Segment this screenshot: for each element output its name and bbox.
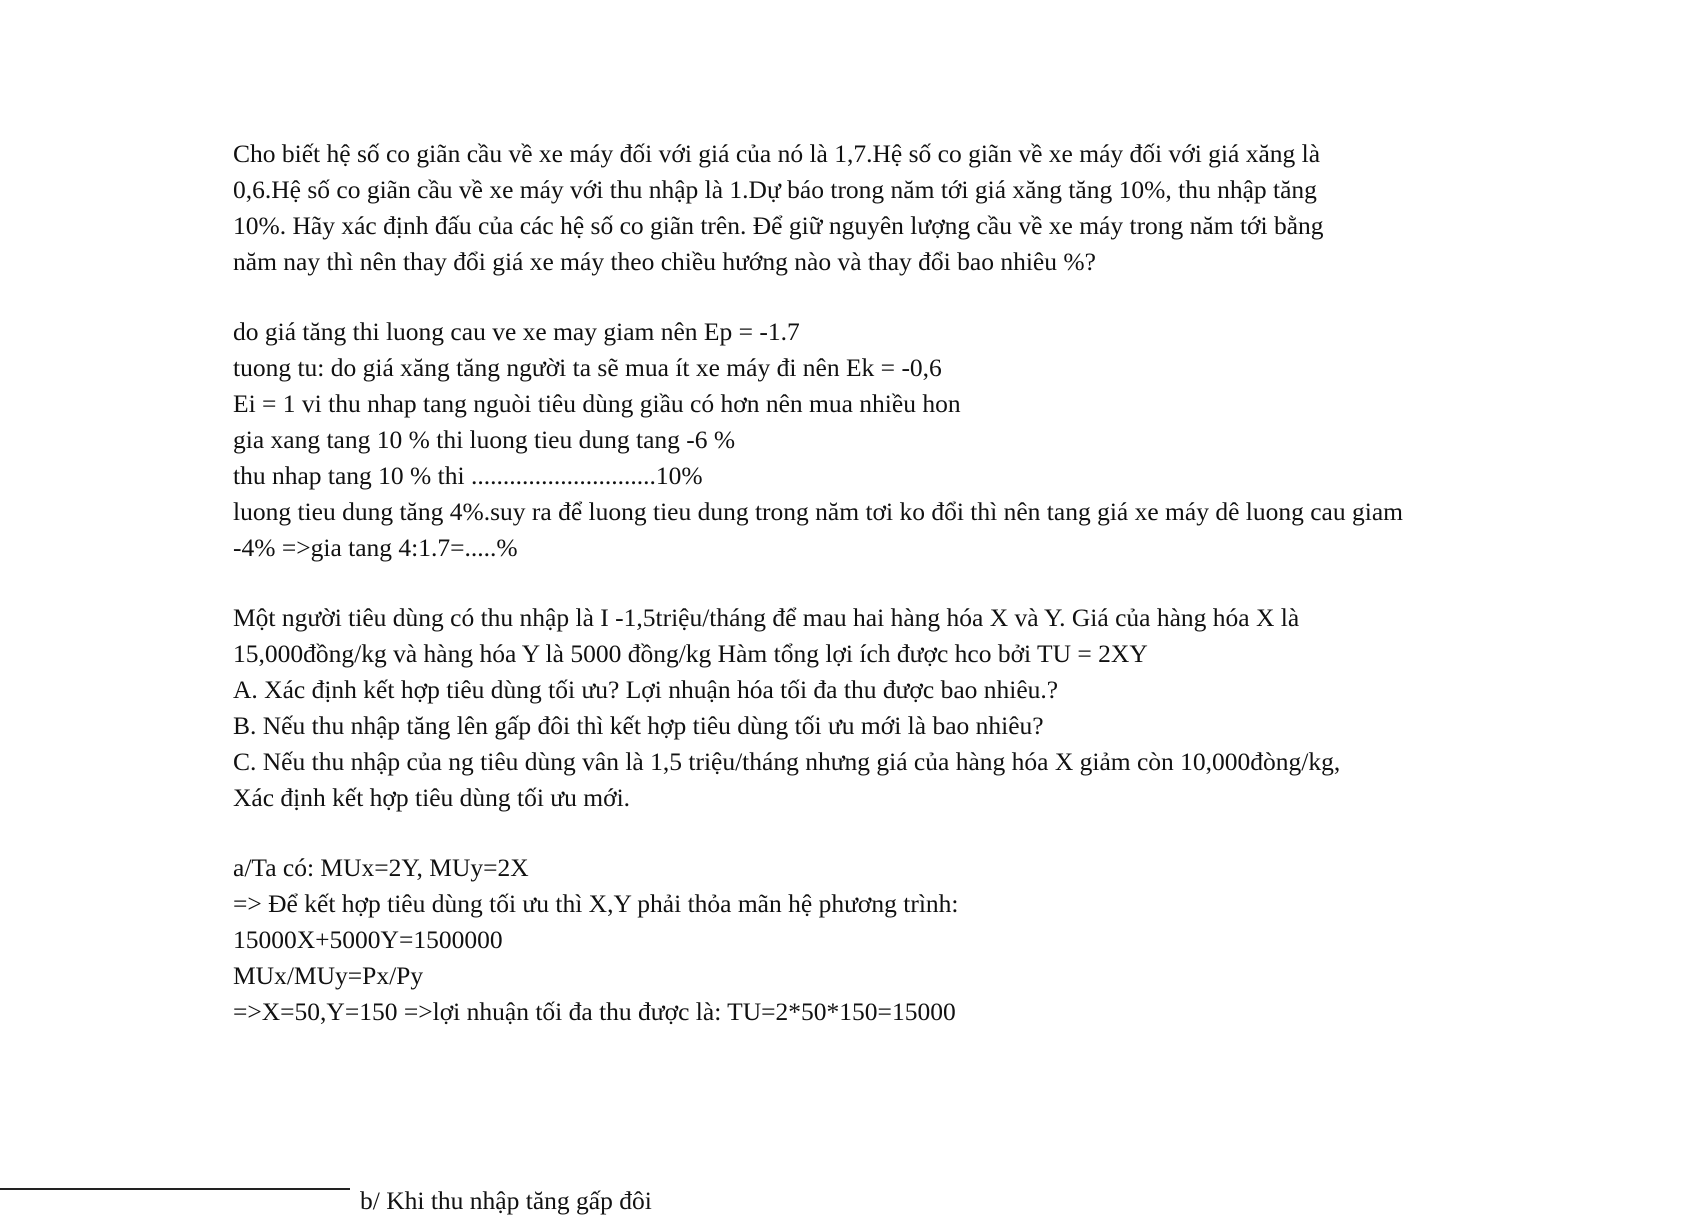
paragraph-answer-1 [233,314,1573,566]
paragraph-gap [233,280,1573,314]
text-line: a/Ta có: MUx=2Y, MUy=2X [233,853,529,882]
text-line: 0,6.Hệ số co giãn cầu về xe máy với thu nhập là 1.Dự báo trong năm tới giá xăng tăng 10%, thu nhập tăng [233,175,1317,204]
text-line: 10%. Hãy xác định đấu của các hệ số co giãn trên. Để giữ nguyên lượng cầu về xe máy trong năm tới bằng [233,211,1324,240]
text-line: tuong tu: do giá xăng tăng người ta sẽ mua ít xe máy đi nên Ek = -0,6 [233,353,942,382]
text-line: MUx/MUy=Px/Py [233,961,424,990]
text-line: luong tieu dung tăng 4%.suy ra để luong tieu dung trong năm tơi ko đổi thì nên tang giá xe máy dê luong cau giam [233,497,1403,526]
text-line: thu nhap tang 10 % thi .............................10% [233,461,703,490]
paragraph-answer-2 [233,850,1573,1030]
paragraph-gap [233,816,1573,850]
text-line: Ei = 1 vi thu nhap tang nguòi tiêu dùng giầu có hơn nên mua nhiều hon [233,389,961,418]
text-line: =>X=50,Y=150 =>lợi nhuận tối đa thu được là: TU=2*50*150=15000 [233,997,956,1026]
text-line: năm nay thì nên thay đổi giá xe máy theo chiều hướng nào và thay đổi bao nhiêu %? [233,247,1096,276]
text-line: 15,000đồng/kg và hàng hóa Y là 5000 đồng/kg Hàm tổng lợi ích được hco bởi TU = 2XY [233,639,1148,668]
text-line: 15000X+5000Y=1500000 [233,925,503,954]
text-line: Cho biết hệ số co giãn cầu về xe máy đối với giá của nó là 1,7.Hệ số co giãn về xe máy đối với giá xăng là [233,139,1321,168]
paragraph-question-1 [233,136,1573,280]
document-body [233,136,1573,1030]
paragraph-gap [233,566,1573,600]
text-line: B. Nếu thu nhập tăng lên gấp đôi thì kết hợp tiêu dùng tối ưu mới là bao nhiêu? [233,711,1044,740]
next-page-text-fragment: b/ Khi thu nhập tăng gấp đôi [360,1186,652,1215]
text-line: C. Nếu thu nhập của ng tiêu dùng vân là 1,5 triệu/tháng nhưng giá của hàng hóa X giảm còn 10,000đòng/kg, [233,747,1341,776]
text-line: => Để kết hợp tiêu dùng tối ưu thì X,Y phải thỏa mãn hệ phương trình: [233,889,959,918]
text-line: gia xang tang 10 % thi luong tieu dung tang -6 % [233,425,736,454]
text-line: -4% =>gia tang 4:1.7=.....% [233,533,518,562]
page-bottom-rule [0,1188,350,1190]
paragraph-question-2 [233,600,1573,816]
text-line: Một người tiêu dùng có thu nhập là I -1,5triệu/tháng để mau hai hàng hóa X và Y. Giá của hàng hóa X là [233,603,1300,632]
text-line: Xác định kết hợp tiêu dùng tối ưu mới. [233,783,631,812]
text-line: do giá tăng thi luong cau ve xe may giam nên Ep = -1.7 [233,317,800,346]
text-line: A. Xác định kết hợp tiêu dùng tối ưu? Lợi nhuận hóa tối đa thu được bao nhiêu.? [233,675,1059,704]
